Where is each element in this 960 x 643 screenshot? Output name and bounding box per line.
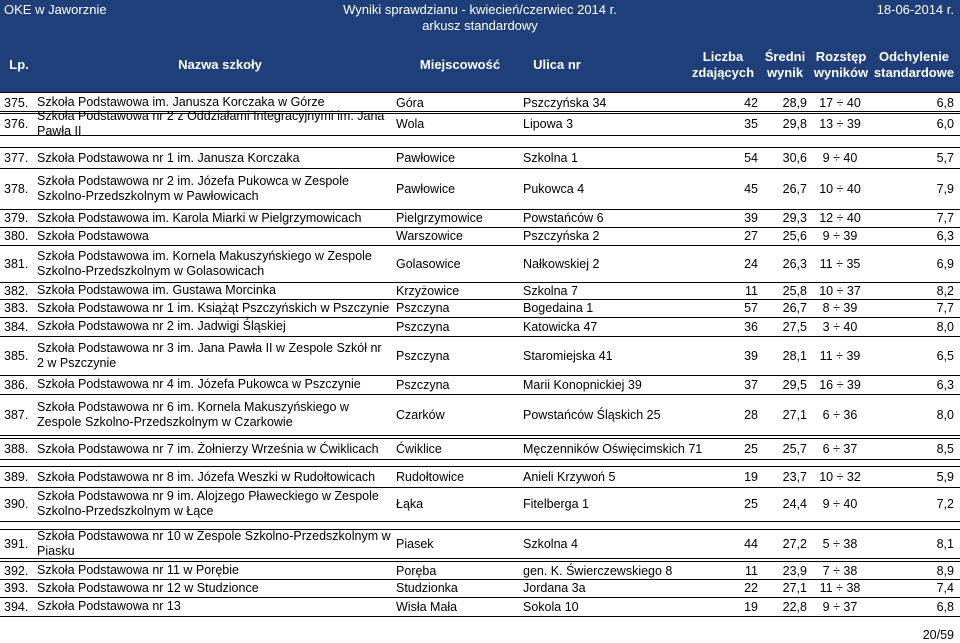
table-row [0, 299, 960, 318]
score-range: 10 ÷ 40 [819, 181, 861, 196]
table-row [0, 108, 960, 138]
report-title: Wyniki sprawdzianu - kwiecień/czerwiec 2014 r. [343, 2, 617, 17]
test-takers-count: 22 [744, 581, 758, 595]
school-name: Szkoła Podstawowa nr 6 im. Kornela Makuszyńskiego w Zespole Szkolno-Przedszkolnym w Czarkowie [37, 399, 349, 429]
standard-deviation: 6,8 [936, 95, 954, 110]
test-takers-count: 27 [744, 229, 758, 243]
standard-deviation: 8,0 [936, 407, 954, 422]
school-name: Szkoła Podstawowa im. Janusza Korczaka w Górze [37, 95, 325, 109]
average-score: 28,1 [782, 349, 807, 363]
average-score: 29,8 [782, 116, 807, 131]
test-takers-count: 19 [744, 599, 758, 614]
town: Pszczyna [396, 301, 450, 315]
average-score: 25,8 [782, 283, 807, 298]
row-number: 392. [4, 563, 29, 578]
town: Warszowice [396, 229, 463, 243]
test-takers-count: 25 [744, 497, 758, 511]
test-takers-count: 11 [745, 563, 758, 578]
row-number: 376. [4, 116, 29, 131]
standard-deviation: 6,9 [936, 256, 954, 271]
table-row [0, 438, 960, 460]
score-range: 9 ÷ 40 [822, 497, 858, 511]
table-row [0, 245, 960, 283]
row-number: 386. [4, 377, 29, 392]
average-score: 29,3 [782, 211, 807, 225]
report-date: 18-06-2014 r. [876, 2, 954, 17]
standard-deviation: 5,7 [936, 151, 954, 165]
town: Wisła Mała [396, 599, 458, 614]
column-header-school-name: Nazwa szkoły [178, 57, 262, 72]
standard-deviation: 7,7 [936, 301, 954, 315]
street-address: Bogedaina 1 [523, 301, 594, 315]
table-row [0, 597, 960, 617]
test-takers-count: 39 [744, 211, 758, 225]
row-number: 388. [4, 442, 29, 456]
test-takers-count: 36 [744, 319, 758, 334]
table-row [0, 529, 960, 559]
average-score: 24,4 [782, 497, 807, 511]
school-name: Szkoła Podstawowa nr 11 w Porębie [37, 563, 239, 577]
row-number: 385. [4, 349, 29, 363]
school-name: Szkoła Podstawowa nr 13 [37, 599, 181, 613]
street-address: Powstańców Śląskich 25 [523, 407, 661, 422]
town: Łąka [396, 497, 424, 511]
standard-deviation: 7,2 [936, 497, 954, 511]
table-row [0, 147, 960, 169]
average-score: 27,1 [782, 407, 807, 422]
street-address: Szkolna 4 [523, 537, 578, 551]
street-address: Fitelberga 1 [523, 497, 590, 511]
town: Pszczyna [396, 349, 450, 363]
standard-deviation: 5,9 [936, 470, 954, 484]
score-range: 13 ÷ 39 [819, 116, 861, 131]
standard-deviation: 8,5 [936, 442, 954, 456]
row-number: 390. [4, 497, 29, 511]
table-row [0, 375, 960, 395]
score-range: 8 ÷ 39 [822, 301, 858, 315]
table-row [0, 209, 960, 228]
standard-deviation: 6,0 [936, 116, 954, 131]
average-score: 26,7 [782, 301, 807, 315]
test-takers-count: 57 [744, 301, 758, 315]
score-range: 9 ÷ 39 [822, 229, 858, 243]
test-takers-count: 35 [744, 116, 758, 131]
table-row [0, 487, 960, 522]
average-score: 27,5 [782, 319, 807, 334]
street-address: Nałkowskiej 2 [523, 256, 600, 271]
town: Pszczyna [396, 377, 450, 392]
school-name: Szkoła Podstawowa nr 7 im. Żołnierzy Września w Ćwiklicach [37, 441, 379, 456]
school-name: Szkoła Podstawowa nr 2 z Oddziałami Integracyjnymi im. Jana Pawła II [37, 108, 385, 138]
table-row [0, 168, 960, 210]
school-name: Szkoła Podstawowa nr 1 im. Książąt Pszczyńskich w Pszczynie [37, 300, 390, 315]
score-range: 11 ÷ 38 [819, 581, 861, 595]
average-score: 28,9 [782, 95, 807, 110]
street-address: Staromiejska 41 [523, 349, 613, 363]
street-address: Lipowa 3 [523, 116, 574, 131]
row-number: 379. [4, 211, 29, 225]
street-address: Sokola 10 [523, 599, 579, 614]
row-number: 378. [4, 181, 29, 196]
average-score: 26,7 [782, 181, 807, 196]
report-subtitle: arkusz standardowy [422, 18, 538, 33]
table-row [0, 466, 960, 488]
table-row [0, 394, 960, 436]
standard-deviation: 8,2 [936, 283, 954, 298]
score-range: 7 ÷ 38 [822, 563, 858, 578]
report-title-block [0, 2, 960, 34]
score-range: 10 ÷ 32 [819, 470, 861, 484]
test-takers-count: 45 [744, 181, 758, 196]
school-name: Szkoła Podstawowa nr 2 im. Jadwigi Śląskiej [37, 319, 286, 333]
town: Pawłowice [396, 151, 456, 165]
town: Pszczyna [396, 319, 450, 334]
town: Czarków [396, 407, 445, 422]
standard-deviation: 7,4 [936, 581, 954, 595]
score-range: 12 ÷ 40 [819, 211, 861, 225]
test-takers-count: 42 [744, 95, 758, 110]
score-range: 10 ÷ 37 [819, 283, 861, 298]
column-header-range: Rozstęp wyników [813, 49, 869, 80]
town: Wola [396, 116, 425, 131]
row-number: 382. [4, 283, 29, 298]
score-range: 9 ÷ 40 [822, 151, 858, 165]
column-header-average: Średni wynik [764, 49, 806, 80]
town: Góra [396, 95, 424, 110]
school-name: Szkoła Podstawowa nr 8 im. Józefa Weszki w Rudołtowicach [37, 469, 376, 484]
town: Krzyżowice [396, 283, 460, 298]
row-number: 383. [4, 301, 29, 315]
row-number: 391. [4, 537, 29, 551]
column-header-lp: Lp. [9, 57, 29, 72]
standard-deviation: 8,1 [936, 537, 954, 551]
row-number: 384. [4, 319, 29, 334]
table-row [0, 579, 960, 598]
test-takers-count: 25 [744, 442, 758, 456]
score-range: 3 ÷ 40 [822, 319, 858, 334]
table-row [0, 561, 960, 580]
score-range: 6 ÷ 36 [822, 407, 858, 422]
score-range: 9 ÷ 37 [822, 599, 858, 614]
average-score: 27,2 [782, 537, 807, 551]
street-address: Męczenników Oświęcimskich 71 [523, 442, 703, 456]
average-score: 27,1 [782, 581, 807, 595]
row-number: 394. [4, 599, 29, 614]
report-top-bar [0, 0, 960, 38]
column-header-town: Miejscowość [419, 57, 501, 72]
street-address: Pszczyńska 34 [523, 95, 607, 110]
row-number: 387. [4, 407, 29, 422]
school-name: Szkoła Podstawowa nr 10 w Zespole Szkolno-Przedszkolnym w Piasku [37, 529, 391, 558]
score-range: 5 ÷ 38 [822, 537, 858, 551]
school-name: Szkoła Podstawowa [37, 228, 149, 243]
table-row [0, 317, 960, 337]
standard-deviation: 6,8 [936, 599, 954, 614]
test-takers-count: 39 [744, 349, 758, 363]
school-name: Szkoła Podstawowa im. Karola Miarki w Pielgrzymowicach [37, 210, 362, 225]
street-address: Marii Konopnickiej 39 [523, 377, 642, 392]
street-address: Jordana 3a [523, 581, 586, 595]
street-address: Pszczyńska 2 [523, 229, 600, 243]
test-takers-count: 19 [744, 470, 758, 484]
table-row [0, 227, 960, 246]
school-name: Szkoła Podstawowa nr 2 im. Józefa Pukowca w Zespole Szkolno-Przedszkolnym w Pawłowicach [37, 173, 349, 203]
average-score: 22,8 [782, 599, 807, 614]
table-header [0, 38, 960, 92]
table-row [0, 337, 960, 376]
school-name: Szkoła Podstawowa nr 1 im. Janusza Korczaka [37, 150, 300, 165]
average-score: 25,7 [782, 442, 807, 456]
standard-deviation: 6,3 [936, 377, 954, 392]
street-address: Szkolna 1 [523, 151, 578, 165]
street-address: Anieli Krzywoń 5 [523, 470, 616, 484]
score-range: 6 ÷ 37 [822, 442, 858, 456]
town: Rudołtowice [396, 470, 465, 484]
average-score: 26,3 [782, 256, 807, 271]
test-takers-count: 28 [744, 407, 758, 422]
test-takers-count: 37 [744, 377, 758, 392]
score-range: 17 ÷ 40 [819, 95, 861, 110]
street-address: Szkolna 7 [523, 283, 578, 298]
test-takers-count: 11 [745, 283, 758, 298]
score-range: 11 ÷ 39 [819, 349, 861, 363]
average-score: 23,9 [782, 563, 807, 578]
row-number: 377. [4, 151, 29, 165]
column-header-count: Liczba zdających [691, 49, 755, 80]
table-row [0, 282, 960, 300]
street-address: Powstańców 6 [523, 211, 604, 225]
column-header-street: Ulica nr [533, 57, 581, 72]
test-takers-count: 24 [744, 256, 758, 271]
test-takers-count: 54 [744, 151, 758, 165]
school-name: Szkoła Podstawowa im. Gustawa Morcinka [37, 283, 276, 297]
street-address: Katowicka 47 [523, 319, 598, 334]
town: Pielgrzymowice [396, 211, 483, 225]
town: Ćwiklice [396, 442, 442, 456]
town: Studzionka [396, 581, 458, 595]
row-number: 381. [4, 256, 29, 271]
average-score: 30,6 [782, 151, 807, 165]
score-range: 16 ÷ 39 [819, 377, 861, 392]
organization-name: OKE w Jaworznie [4, 2, 107, 17]
score-range: 11 ÷ 35 [819, 256, 861, 271]
standard-deviation: 6,3 [936, 229, 954, 243]
school-name: Szkoła Podstawowa nr 9 im. Alojzego Pławeckiego w Zespole Szkolno-Przedszkolnym w Łące [37, 489, 379, 518]
row-number: 375. [4, 95, 29, 110]
row-number: 393. [4, 581, 29, 595]
column-header-std-dev: Odchylenie standardowe [873, 49, 955, 80]
town: Poręba [396, 563, 437, 578]
town: Golasowice [396, 256, 461, 271]
page-number: 20/59 [922, 628, 954, 642]
row-number: 389. [4, 470, 29, 484]
average-score: 25,6 [782, 229, 807, 243]
average-score: 29,5 [782, 377, 807, 392]
test-takers-count: 44 [744, 537, 758, 551]
school-name: Szkoła Podstawowa nr 4 im. Józefa Pukowca w Pszczynie [37, 377, 361, 391]
average-score: 23,7 [782, 470, 807, 484]
school-name: Szkoła Podstawowa nr 3 im. Jana Pawła II w Zespole Szkół nr 2 w Pszczynie [37, 341, 382, 370]
row-number: 380. [4, 229, 29, 243]
street-address: Pukowca 4 [523, 181, 585, 196]
town: Piasek [396, 537, 434, 551]
standard-deviation: 8,0 [936, 319, 954, 334]
school-name: Szkoła Podstawowa nr 12 w Studzionce [37, 580, 259, 595]
street-address: gen. K. Świerczewskiego 8 [523, 563, 673, 578]
standard-deviation: 8,9 [936, 563, 954, 578]
school-name: Szkoła Podstawowa im. Kornela Makuszyńskiego w Zespole Szkolno-Przedszkolnym w Golasowicach [37, 248, 372, 278]
standard-deviation: 6,5 [936, 349, 954, 363]
standard-deviation: 7,7 [936, 211, 954, 225]
town: Pawłowice [396, 181, 456, 196]
standard-deviation: 7,9 [936, 181, 954, 196]
